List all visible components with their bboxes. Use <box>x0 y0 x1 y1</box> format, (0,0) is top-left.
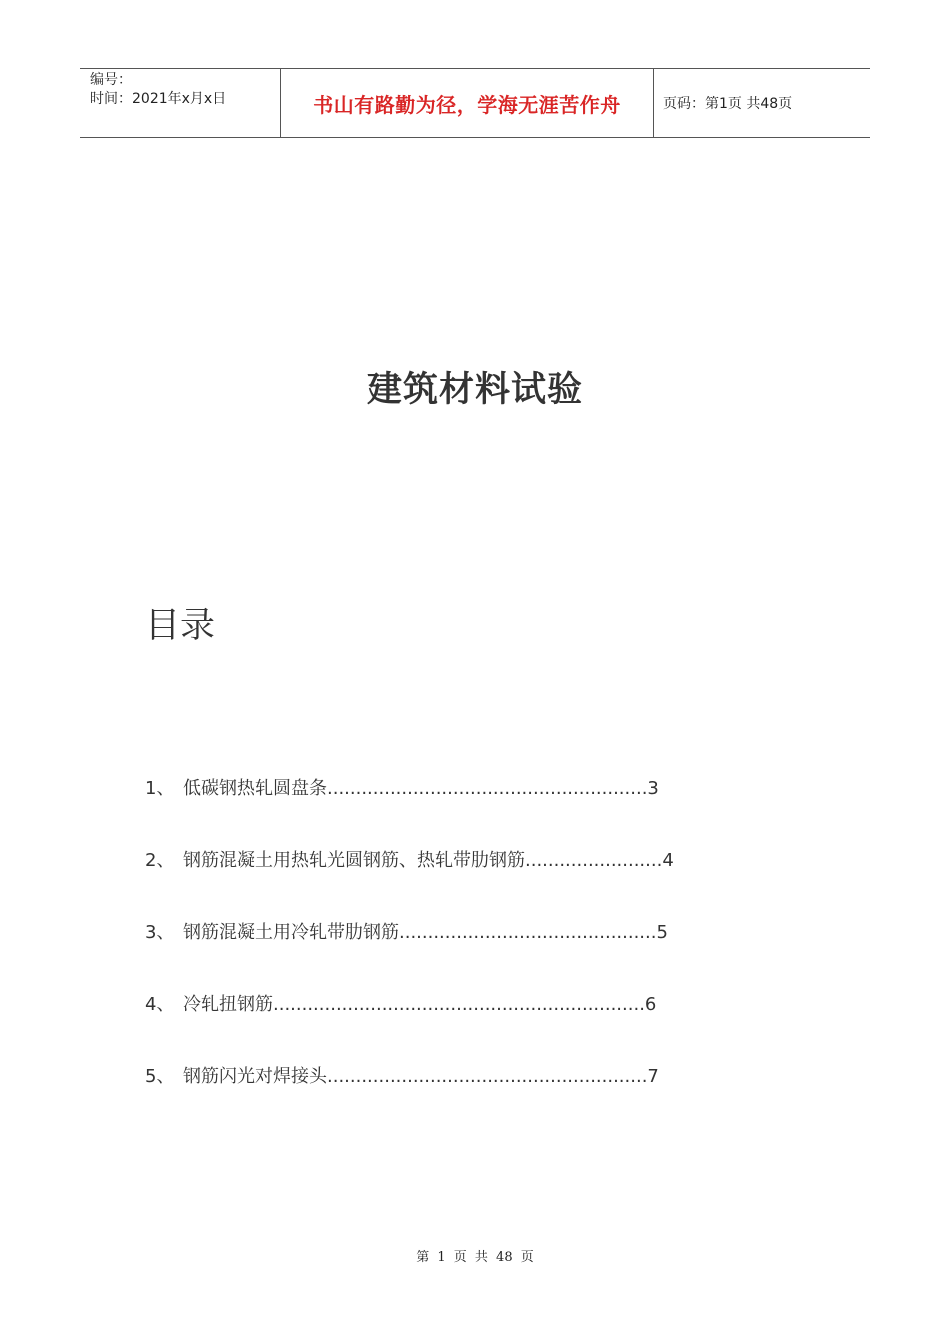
page-footer: 第 1 页 共 48 页 <box>416 1250 534 1265</box>
toc-entry-page: 3 <box>647 778 659 799</box>
toc-entry[interactable] <box>145 992 674 1064</box>
toc-entry-leader: ........................ <box>525 850 663 871</box>
time-label: 时间：2021年x月x日 <box>90 91 227 107</box>
toc-entry-number: 4、 <box>145 994 175 1015</box>
page-header <box>80 68 870 138</box>
toc-entry-leader: ........................................................ <box>327 778 648 799</box>
header-page-cell <box>654 69 870 137</box>
toc-entry-leader: ................................................................. <box>273 994 645 1015</box>
number-label: 编号： <box>90 72 132 88</box>
toc-entry-title: 冷轧扭钢筋 <box>183 994 273 1015</box>
toc-entry-number: 3、 <box>145 922 175 943</box>
toc-entry-title: 钢筋闪光对焊接头 <box>183 1066 327 1087</box>
toc-entry-number: 5、 <box>145 1066 175 1087</box>
toc-entry-number: 2、 <box>145 850 175 871</box>
toc-entry[interactable] <box>145 1064 674 1136</box>
toc-entry-leader: ........................................................ <box>327 1066 648 1087</box>
toc-entry-page: 7 <box>647 1066 659 1087</box>
toc-entry-page: 4 <box>662 850 674 871</box>
toc-entry-page: 6 <box>644 994 657 1015</box>
toc-entry[interactable] <box>145 776 674 848</box>
toc-entry-page: 5 <box>656 922 668 943</box>
toc-entry[interactable] <box>145 920 674 992</box>
toc-entry-title: 低碳钢热轧圆盘条 <box>183 778 327 799</box>
header-motto-cell <box>281 69 654 137</box>
toc-entry-title: 钢筋混凝土用热轧光圆钢筋、热轧带肋钢筋 <box>183 850 525 871</box>
toc-entry-title: 钢筋混凝土用冷轧带肋钢筋 <box>183 922 399 943</box>
toc-heading: 目录 <box>145 606 216 646</box>
motto-text: 书山有路勤为径，学海无涯苦作舟 <box>313 92 621 117</box>
toc-entry-number: 1、 <box>145 778 175 799</box>
toc-entry-leader: ............................................. <box>399 922 657 943</box>
header-meta-cell <box>80 69 281 137</box>
table-of-contents <box>145 776 674 1136</box>
document-title: 建筑材料试验 <box>366 370 583 410</box>
toc-entry[interactable] <box>145 848 674 920</box>
page-info: 页码：第1页 共48页 <box>663 96 793 112</box>
